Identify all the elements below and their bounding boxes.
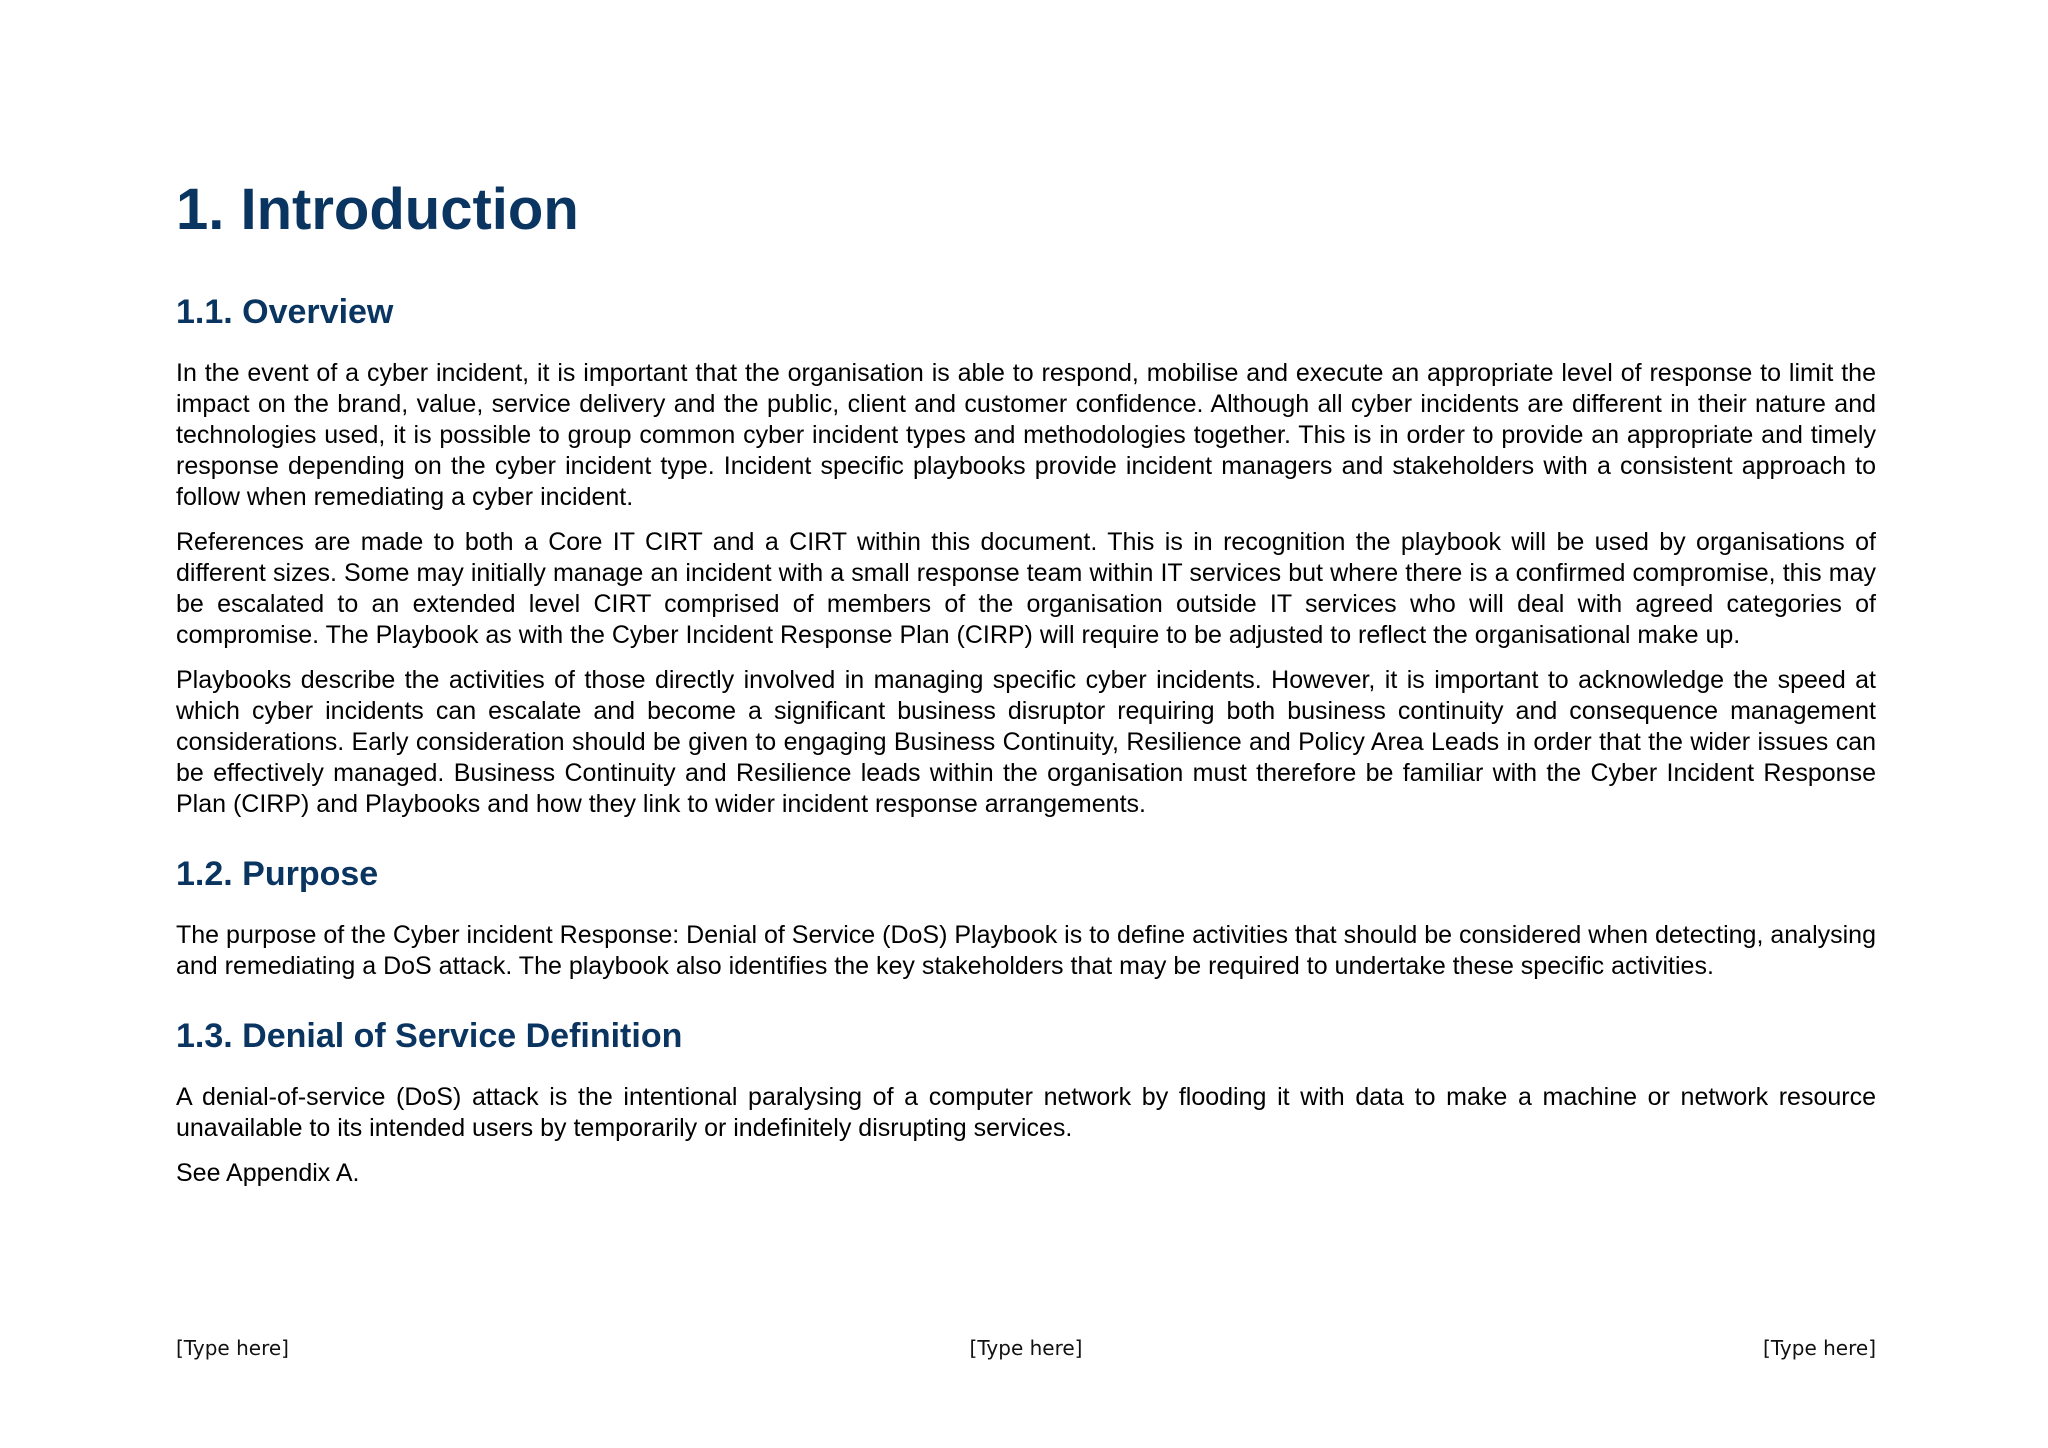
page-footer: [176, 1336, 1876, 1360]
section-purpose: [176, 852, 1876, 982]
section-title-dos-definition: 1.3. Denial of Service Definition: [176, 1017, 683, 1055]
footer-right: [Type here]: [1763, 1336, 1876, 1360]
dos-definition-paragraph: A denial-of-service (DoS) attack is the intentional paralysing of a computer network by flooding it with data to make a machine or network resource unavailable to its intended users by temporarily or indefinitely disrupting services.: [176, 1083, 1876, 1142]
section-overview: [176, 290, 1876, 820]
overview-paragraph-1: In the event of a cyber incident, it is important that the organisation is able to respond, mobilise and execute an appropriate level of response to limit the impact on the brand, value, service delivery and the public, client and customer confidence. Although all cyber incidents are different in their nature and technologies used, it is possible to group common cyber incident types and methodologies together. This is in order to provide an appropriate and timely response depending on the cyber incident type. Incident specific playbooks provide incident managers and stakeholders with a consistent approach to follow when remediating a cyber incident.: [176, 359, 1876, 511]
footer-left: [Type here]: [176, 1336, 289, 1360]
overview-paragraph-3: Playbooks describe the activities of those directly involved in managing specific cyber incidents. However, it is important to acknowledge the speed at which cyber incidents can escalate and become a significant business disruptor requiring both business continuity and consequence management considerations. Early consideration should be given to engaging Business Continuity, Resilience and Policy Area Leads in order that the wider issues can be effectively managed. Business Continuity and Resilience leads within the organisation must therefore be familiar with the Cyber Incident Response Plan (CIRP) and Playbooks and how they link to wider incident response arrangements.: [176, 666, 1876, 818]
chapter-heading: 1. Introduction: [176, 177, 579, 242]
purpose-paragraph-1: The purpose of the Cyber incident Response: Denial of Service (DoS) Playbook is to define activities that should be considered when detecting, analysing and remediating a DoS attack. The playbook also identifies the key stakeholders that may be required to undertake these specific activities.: [176, 921, 1876, 980]
section-title-overview: 1.1. Overview: [176, 293, 394, 331]
overview-paragraph-2: References are made to both a Core IT CIRT and a CIRT within this document. This is in recognition the playbook will be used by organisations of different sizes. Some may initially manage an incident with a small response team within IT services but where there is a confirmed compromise, this may be escalated to an extended level CIRT comprised of members of the organisation outside IT services who will deal with agreed categories of compromise. The Playbook as with the Cyber Incident Response Plan (CIRP) will require to be adjusted to reflect the organisational make up.: [176, 528, 1876, 649]
footer-center: [Type here]: [969, 1336, 1083, 1360]
section-title-purpose: 1.2. Purpose: [176, 855, 379, 893]
section-dos-definition: [176, 1014, 1876, 1189]
document-page: [176, 170, 1876, 1215]
appendix-reference: See Appendix A.: [176, 1159, 360, 1187]
